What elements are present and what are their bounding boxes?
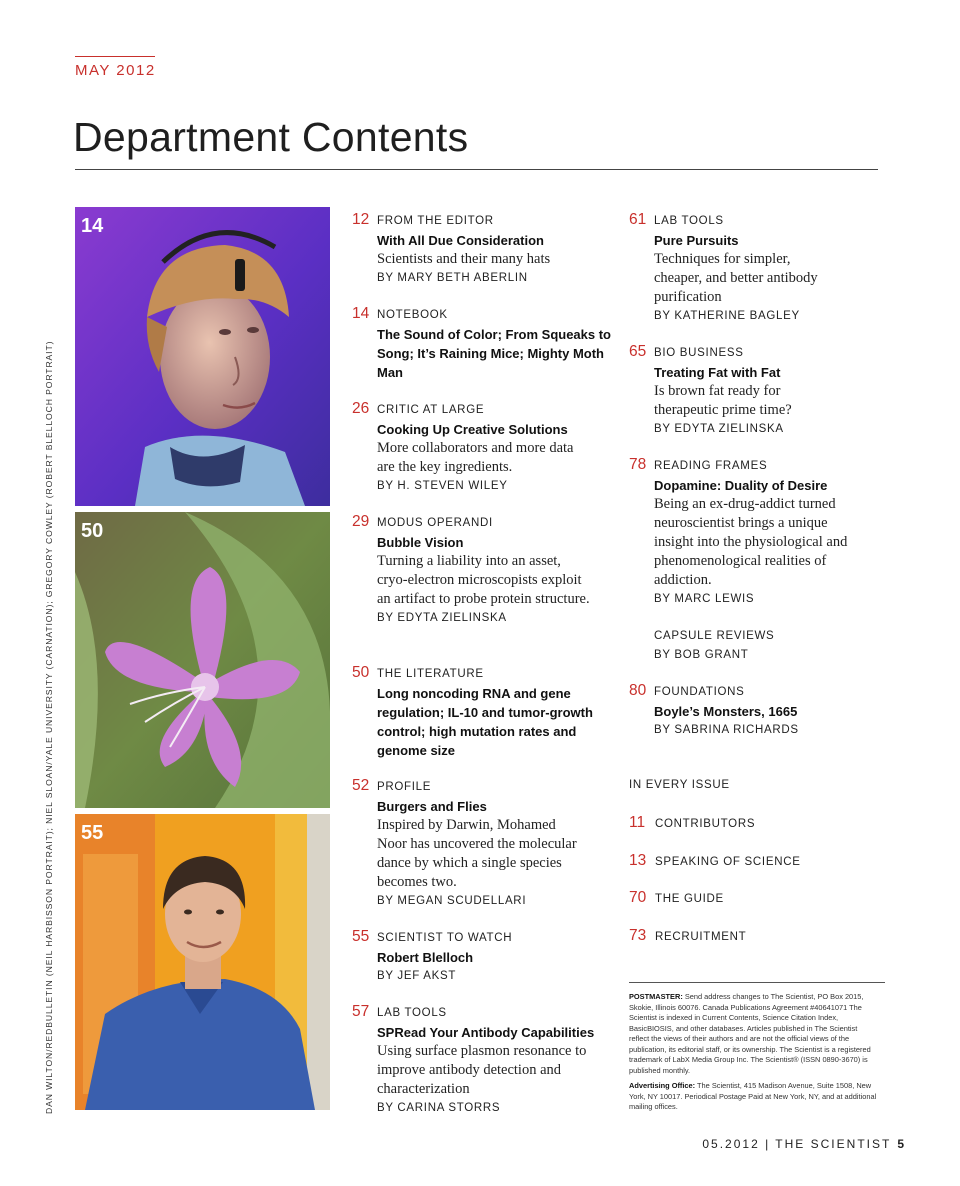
entry-department: CAPSULE REVIEWS — [654, 630, 775, 642]
photo-portrait-headset — [75, 207, 330, 506]
entry-title: Boyle’s Monsters, 1665 — [654, 704, 798, 719]
entry-description: Inspired by Darwin, Mohamed Noor has uncovered the molecular dance by which a single species becomes two. — [377, 817, 577, 890]
item-label: THE GUIDE — [655, 893, 724, 905]
photo-page-number: 55 — [81, 822, 104, 844]
entry-department: CRITIC AT LARGE — [377, 404, 485, 416]
entry-description: Scientists and their many hats — [377, 251, 551, 267]
entry-byline: BY CARINA STORRS — [377, 1102, 501, 1114]
entry-title: Dopamine: Duality of Desire — [654, 478, 828, 493]
entry-byline: BY MARY BETH ABERLIN — [377, 272, 528, 284]
masthead-rule — [629, 982, 885, 983]
entry-byline: BY BOB GRANT — [654, 649, 749, 661]
entry-page-number: 29 — [352, 513, 370, 530]
in-every-issue-item[interactable] — [629, 927, 746, 945]
in-every-issue-item[interactable] — [629, 852, 801, 870]
entry-department: SCIENTIST TO WATCH — [377, 932, 513, 944]
page-footer — [702, 1137, 904, 1151]
footer-text: 05.2012 | THE SCIENTIST — [702, 1137, 892, 1151]
entry-page-number: 80 — [629, 682, 647, 699]
entry-byline: BY MEGAN SCUDELLARI — [377, 895, 527, 907]
entry-title: Treating Fat with Fat — [654, 365, 781, 380]
toc-entry[interactable] — [629, 456, 859, 609]
portrait-headset-image — [75, 207, 330, 506]
entry-byline: BY KATHERINE BAGLEY — [654, 310, 800, 322]
entry-page-number: 26 — [352, 400, 370, 417]
toc-entry[interactable] — [352, 777, 577, 911]
toc-entry[interactable] — [654, 627, 904, 665]
entry-byline: BY EDYTA ZIELINSKA — [654, 423, 784, 435]
entry-byline: BY SABRINA RICHARDS — [654, 724, 799, 736]
carnation-image — [75, 512, 330, 808]
toc-entry[interactable] — [352, 400, 577, 496]
item-page-number: 11 — [629, 814, 646, 831]
entry-page-number: 14 — [352, 305, 370, 322]
advertising-office — [629, 1081, 879, 1113]
toc-entry[interactable] — [629, 211, 819, 326]
entry-description: Is brown fat ready for therapeutic prime time? — [654, 383, 792, 418]
advertising-label: Advertising Office: — [629, 1081, 696, 1090]
postmaster-notice — [629, 992, 879, 1076]
entry-title: With All Due Consideration — [377, 233, 544, 248]
entry-department: MODUS OPERANDI — [377, 517, 493, 529]
entry-title: Long noncoding RNA and gene regulation; IL-10 and tumor-growth control; high mutation rates and genome size — [377, 686, 593, 758]
entry-description: Techniques for simpler, cheaper, and better antibody purification — [654, 251, 818, 305]
entry-page-number: 50 — [352, 664, 370, 681]
entry-description: More collaborators and more data are the key ingredients. — [377, 440, 574, 475]
in-every-issue-heading: IN EVERY ISSUE — [629, 779, 730, 791]
toc-entry[interactable] — [352, 1003, 607, 1118]
toc-entry[interactable] — [352, 664, 615, 760]
item-page-number: 70 — [629, 889, 647, 906]
toc-entry[interactable] — [629, 682, 904, 740]
postmaster-label: POSTMASTER: — [629, 992, 683, 1001]
postmaster-text: Send address changes to The Scientist, PO Box 2015, Skokie, Illinois 60076. Canada Publications Agreement #40641071 The Scientist is indexed in Current Contents, Science Citation Index, BasicBIOSIS, and other databases. Articles published in The Scientist reflect the views of their authors and are not the official views of the publication, its editorial staff, or its ownership. The Scientist is a registered trademark of LabX Media Group Inc. The Scientist® (ISSN 0890-3670) is published monthly. — [629, 992, 871, 1075]
issue-date: MAY 2012 — [75, 62, 156, 79]
entry-page-number: 55 — [352, 928, 370, 945]
issue-date-rule — [75, 56, 155, 57]
entry-department: LAB TOOLS — [377, 1007, 447, 1019]
entry-page-number: 61 — [629, 211, 647, 228]
entry-page-number: 78 — [629, 456, 647, 473]
entry-description: Turning a liability into an asset, cryo-electron microscopists exploit an artifact to probe protein structure. — [377, 553, 590, 607]
entry-department: BIO BUSINESS — [654, 347, 744, 359]
in-every-issue-item[interactable] — [629, 889, 724, 907]
entry-title: The Sound of Color; From Squeaks to Song; It’s Raining Mice; Mighty Moth Man — [377, 327, 611, 380]
entry-title: Cooking Up Creative Solutions — [377, 422, 568, 437]
toc-entry[interactable] — [352, 513, 592, 628]
item-label: SPEAKING OF SCIENCE — [655, 856, 801, 868]
photo-portrait-blue-sweater — [75, 814, 330, 1110]
entry-byline: BY MARC LEWIS — [654, 593, 755, 605]
entry-byline: BY JEF AKST — [377, 970, 457, 982]
toc-entry[interactable] — [629, 343, 834, 439]
photo-credit: DAN WILTON/REDBULLETIN (NEIL HARBISSON PORTRAIT); NIEL SLOAN/YALE UNIVERSITY (CARNATION); GREGORY COWLEY (ROBERT BLELLOCH PORTRAIT) — [44, 340, 54, 1114]
page-title: Department Contents — [73, 114, 469, 160]
entry-page-number: 12 — [352, 211, 370, 228]
entry-department: LAB TOOLS — [654, 215, 724, 227]
entry-department: THE LITERATURE — [377, 668, 484, 680]
entry-byline: BY H. STEVEN WILEY — [377, 480, 508, 492]
toc-entry[interactable] — [352, 305, 612, 382]
entry-byline: BY EDYTA ZIELINSKA — [377, 612, 507, 624]
entry-title: Burgers and Flies — [377, 799, 487, 814]
title-rule — [75, 169, 878, 170]
toc-entry[interactable] — [352, 211, 627, 288]
entry-description: Being an ex-drug-addict turned neuroscientist brings a unique insight into the physiological and phenomenological realities of addiction. — [654, 496, 848, 588]
entry-title: Pure Pursuits — [654, 233, 739, 248]
advertising-text: The Scientist, 415 Madison Avenue, Suite 1508, New York, NY 10017. Periodical Postage Paid at New York, NY, and at additional mailing offices. — [629, 1081, 877, 1111]
entry-department: READING FRAMES — [654, 460, 768, 472]
entry-page-number: 65 — [629, 343, 647, 360]
entry-title: SPRead Your Antibody Capabilities — [377, 1025, 595, 1040]
entry-page-number: 57 — [352, 1003, 370, 1020]
photo-carnation — [75, 512, 330, 808]
photo-page-number: 50 — [81, 520, 104, 542]
entry-department: PROFILE — [377, 781, 432, 793]
entry-department: FOUNDATIONS — [654, 686, 745, 698]
entry-page-number: 52 — [352, 777, 370, 794]
item-label: RECRUITMENT — [655, 931, 747, 943]
item-page-number: 73 — [629, 927, 647, 944]
item-page-number: 13 — [629, 852, 647, 869]
photo-page-number: 14 — [81, 215, 104, 237]
entry-title: Robert Blelloch — [377, 950, 474, 965]
entry-description: Using surface plasmon resonance to improve antibody detection and characterization — [377, 1043, 587, 1097]
entry-title: Bubble Vision — [377, 535, 464, 550]
in-every-issue-item[interactable] — [629, 814, 755, 832]
page-number: 5 — [897, 1137, 904, 1151]
item-label: CONTRIBUTORS — [655, 818, 756, 830]
entry-department: NOTEBOOK — [377, 309, 448, 321]
entry-department: FROM THE EDITOR — [377, 215, 494, 227]
portrait-blue-sweater-image — [75, 814, 330, 1110]
toc-entry[interactable] — [352, 928, 627, 986]
